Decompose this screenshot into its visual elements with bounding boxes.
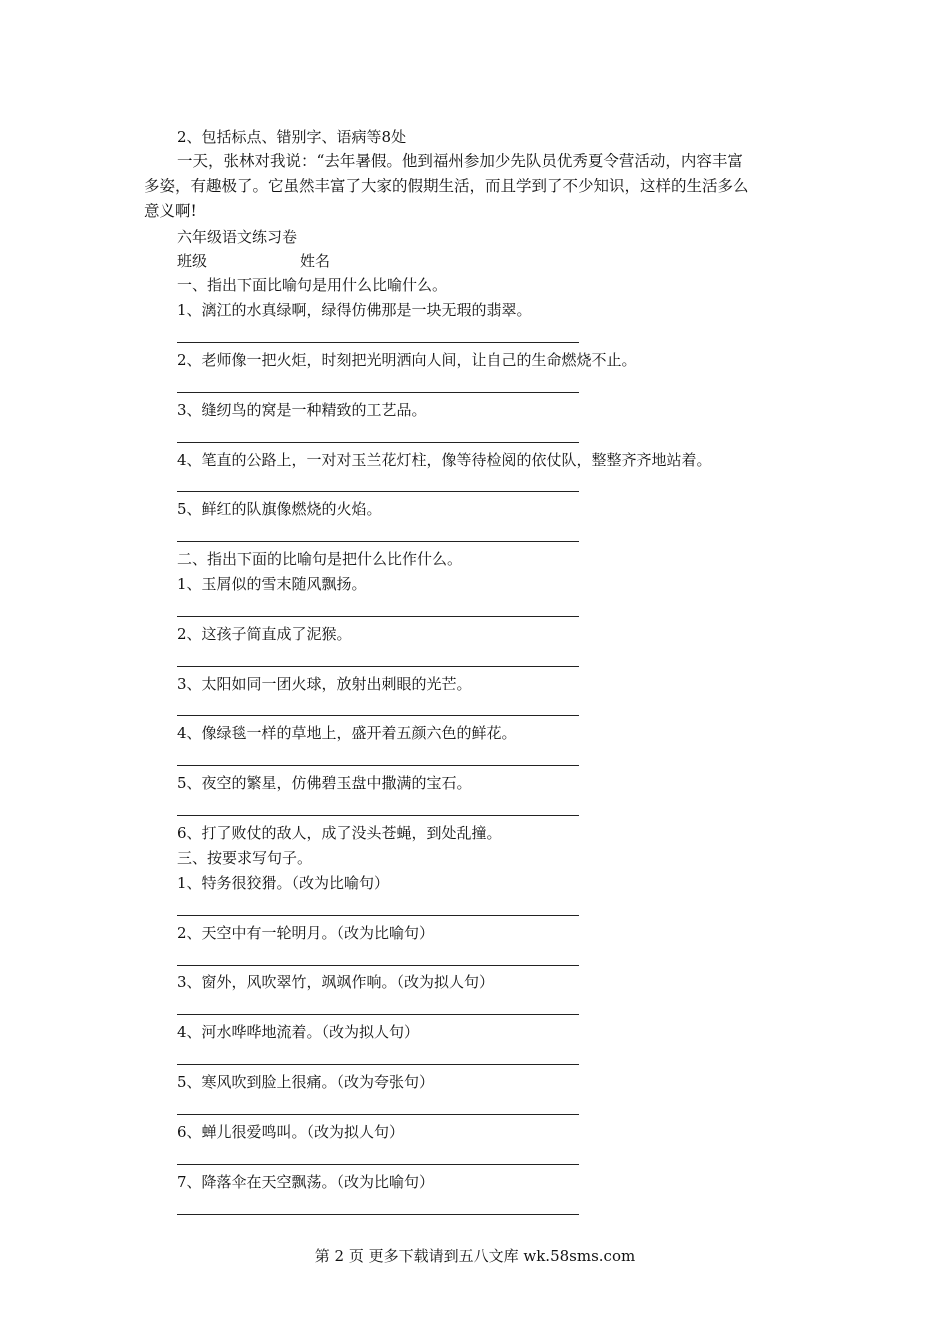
answer-line[interactable] bbox=[177, 442, 579, 443]
name-label: 姓名 bbox=[300, 252, 331, 270]
section2-item-3: 3、太阳如同一团火球，放射出刺眼的光芒。 bbox=[177, 675, 472, 693]
section2-item-5: 5、夜空的繁星，仿佛碧玉盘中撒满的宝石。 bbox=[177, 774, 472, 792]
answer-line[interactable] bbox=[177, 1014, 579, 1015]
section2-item-4: 4、像绿毯一样的草地上，盛开着五颜六色的鲜花。 bbox=[177, 724, 517, 742]
answer-line[interactable] bbox=[177, 1064, 579, 1065]
section3-item-5: 5、寒风吹到脸上很痛。（改为夸张句） bbox=[177, 1073, 435, 1091]
section2-item-2: 2、这孩子简直成了泥猴。 bbox=[177, 625, 352, 643]
section2-heading: 二、指出下面的比喻句是把什么比作什么。 bbox=[177, 550, 463, 568]
answer-line[interactable] bbox=[177, 392, 579, 393]
answer-line[interactable] bbox=[177, 1114, 579, 1115]
section3-item-7: 7、降落伞在天空飘荡。（改为比喻句） bbox=[177, 1173, 435, 1191]
section3-item-3: 3、窗外，风吹翠竹，飒飒作响。（改为拟人句） bbox=[177, 973, 495, 991]
section1-item-3: 3、缝纫鸟的窝是一种精致的工艺品。 bbox=[177, 401, 427, 419]
section2-item-6: 6、打了败仗的敌人，成了没头苍蝇，到处乱撞。 bbox=[177, 824, 502, 842]
answer-line[interactable] bbox=[177, 616, 579, 617]
section2-item-1: 1、玉屑似的雪末随风飘扬。 bbox=[177, 575, 367, 593]
intro-paragraph-line-2: 多姿，有趣极了。它虽然丰富了大家的假期生活，而且学到了不少知识，这样的生活多么 bbox=[144, 177, 749, 195]
section3-item-1: 1、特务很狡猾。（改为比喻句） bbox=[177, 874, 390, 892]
answer-line[interactable] bbox=[177, 915, 579, 916]
section3-item-4: 4、河水哗哗地流着。（改为拟人句） bbox=[177, 1023, 420, 1041]
answer-line[interactable] bbox=[177, 1164, 579, 1165]
section3-heading: 三、按要求写句子。 bbox=[177, 849, 313, 867]
section1-item-5: 5、鲜红的队旗像燃烧的火焰。 bbox=[177, 500, 382, 518]
answer-line[interactable] bbox=[177, 1214, 579, 1215]
answer-line[interactable] bbox=[177, 491, 579, 492]
intro-note: 2、包括标点、错别字、语病等8处 bbox=[177, 128, 407, 146]
answer-line[interactable] bbox=[177, 666, 579, 667]
intro-paragraph-line-3: 意义啊! bbox=[144, 202, 197, 220]
answer-line[interactable] bbox=[177, 815, 579, 816]
intro-paragraph-line-1: 一天，张林对我说：“去年暑假。他到福州参加少先队员优秀夏令营活动，内容丰富 bbox=[177, 152, 743, 170]
page-footer: 第 2 页 更多下载请到五八文库 wk.58sms.com bbox=[314, 1247, 636, 1265]
section1-item-2: 2、老师像一把火炬，时刻把光明洒向人间，让自己的生命燃烧不止。 bbox=[177, 351, 637, 369]
section1-heading: 一、指出下面比喻句是用什么比喻什么。 bbox=[177, 276, 448, 294]
section3-item-2: 2、天空中有一轮明月。（改为比喻句） bbox=[177, 924, 435, 942]
section1-item-1: 1、漓江的水真绿啊，绿得仿佛那是一块无瑕的翡翠。 bbox=[177, 301, 532, 319]
section1-item-4: 4、笔直的公路上，一对对玉兰花灯柱，像等待检阅的依仗队，整整齐齐地站着。 bbox=[177, 451, 712, 469]
answer-line[interactable] bbox=[177, 715, 579, 716]
exam-title: 六年级语文练习卷 bbox=[177, 228, 298, 246]
answer-line[interactable] bbox=[177, 541, 579, 542]
class-label: 班级 bbox=[177, 252, 208, 270]
answer-line[interactable] bbox=[177, 765, 579, 766]
answer-line[interactable] bbox=[177, 342, 579, 343]
answer-line[interactable] bbox=[177, 965, 579, 966]
section3-item-6: 6、蝉儿很爱鸣叫。（改为拟人句） bbox=[177, 1123, 405, 1141]
